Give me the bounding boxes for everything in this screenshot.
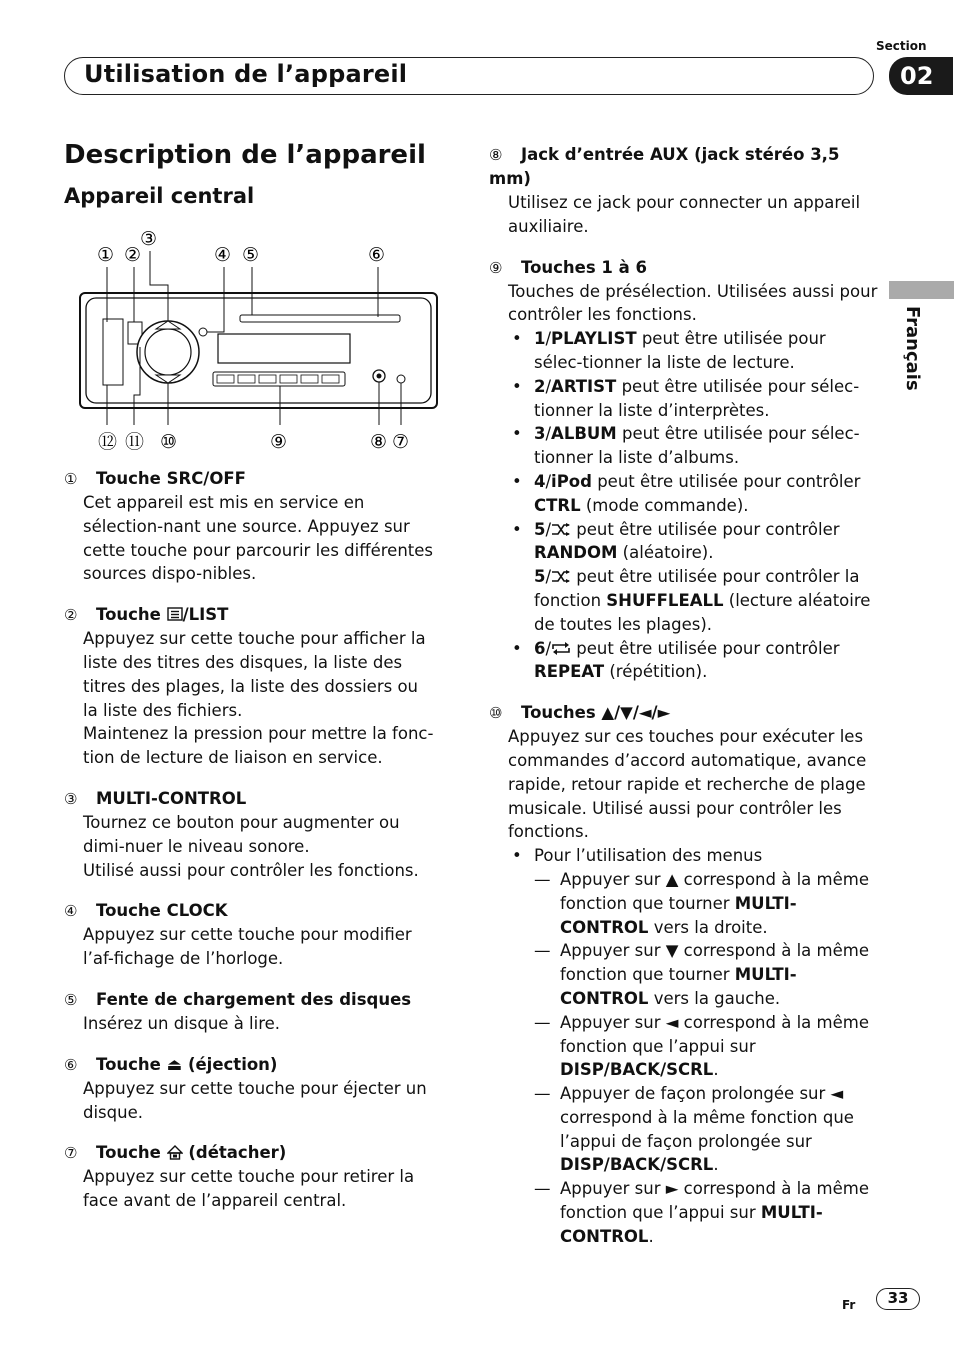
preset-2 bbox=[238, 375, 255, 383]
item-3: ③ MULTI-CONTROL Tournez ce bouton pour augmenter ou dimi-nuer le niveau sonore. Utilisé aussi pour contrôler les fonctions. bbox=[64, 788, 419, 880]
callout-1: ① bbox=[97, 244, 115, 266]
footer-language: Fr bbox=[842, 1298, 856, 1312]
item-2: ② Touche /LIST Appuyez sur cette touche pour afficher la liste des titres des disques, la liste des titres des plages, la liste des dossiers ou la liste des fichiers. Maintenez la pression pour mettre la fonc-tion de lecture de liaison en service. bbox=[64, 605, 434, 768]
list-item: — Appuyer sur ▲ correspond à la même fonction que tourner MULTI-CONTROL vers la droite. bbox=[534, 868, 879, 939]
item-number: ① bbox=[64, 470, 78, 488]
disc-slot bbox=[240, 315, 400, 322]
item-title: Touche SRC/OFF bbox=[96, 469, 246, 488]
detach-icon bbox=[167, 1145, 183, 1160]
callout-2: ② bbox=[124, 244, 142, 266]
head-unit-diagram bbox=[70, 225, 450, 457]
item-9: ⑨ Touches 1 à 6 Touches de présélection. Utilisées aussi pour contrôler les fonctions. • 1/PLAYLIST peut être utilisée pour sélec-tionner la liste de lecture. • 2/ARTIST peut être utilisée pour sélec-tionner la liste d’interprètes. • 3/ALBUM peut être utilisée pour sélec-tionner la liste d’albums. • 4/iPod peut être utilisée pour contrôler CTRL (mode commande). • 5/ peut être utilisée pour contrôler RANDOM (aléatoire). 5/ peut être utilisée pour contrôler la fonction SHUFFLEALL (lecture aléatoire de toutes les plages). • 6/ peut être utilisée pour contrôler REPEAT (répétition). bbox=[489, 256, 879, 685]
language-label: Français bbox=[902, 306, 923, 391]
callout-5: ⑤ bbox=[242, 244, 260, 266]
list-item: • 5/ peut être utilisée pour contrôler RANDOM (aléatoire). 5/ peut être utilisée pour contrôler la fonction SHUFFLEALL (lecture aléatoire de toutes les plages). bbox=[508, 518, 879, 637]
detach-button bbox=[397, 375, 405, 383]
callout-7: ⑦ bbox=[392, 431, 410, 453]
callout-12: ⑫ bbox=[98, 431, 118, 453]
item-6: ⑥ Touche ⏏ (éjection) Appuyez sur cette touche pour éjecter un disque. bbox=[64, 1054, 427, 1122]
preset-6 bbox=[322, 375, 339, 383]
preset-3 bbox=[259, 375, 276, 383]
left-column bbox=[103, 319, 123, 385]
callout-6: ⑥ bbox=[368, 244, 386, 266]
preset-list bbox=[508, 327, 879, 684]
list-item: — Appuyer de façon prolongée sur ◄ correspond à la même fonction que l’appui de façon prolongée sur DISP/BACK/SCRL. bbox=[534, 1082, 879, 1177]
callout-8: ⑧ bbox=[370, 431, 388, 453]
page-heading: Description de l’appareil bbox=[64, 140, 426, 170]
list-item: • 2/ARTIST peut être utilisée pour sélec-tionner la liste d’interprètes. bbox=[508, 375, 879, 423]
shuffle-icon bbox=[551, 523, 571, 536]
menu-usage-list bbox=[534, 868, 879, 1249]
subheading: Appareil central bbox=[64, 184, 255, 208]
preset-1 bbox=[217, 375, 234, 383]
left-column-text bbox=[64, 467, 434, 1230]
list-item: — Appuyer sur ◄ correspond à la même fonction que l’appui sur DISP/BACK/SCRL. bbox=[534, 1011, 879, 1082]
list-item: • 6/ peut être utilisée pour contrôler REPEAT (répétition). bbox=[508, 637, 879, 685]
section-number: 02 bbox=[889, 57, 953, 95]
list-item: — Appuyer sur ► correspond à la même fonction que l’appui sur MULTI-CONTROL. bbox=[534, 1177, 879, 1248]
right-column-text bbox=[489, 143, 879, 1266]
display bbox=[218, 334, 350, 363]
multi-control-inner bbox=[145, 329, 191, 375]
callout-4: ④ bbox=[214, 244, 232, 266]
list-item: • 4/iPod peut être utilisée pour contrôler CTRL (mode commande). bbox=[508, 470, 879, 518]
list-item: — Appuyer sur ▼ correspond à la même fonction que tourner MULTI-CONTROL vers la gauche. bbox=[534, 939, 879, 1010]
callout-3: ③ bbox=[140, 228, 158, 250]
header-title: Utilisation de l’appareil bbox=[84, 60, 408, 88]
language-tab bbox=[895, 306, 925, 396]
item-number: ② bbox=[64, 606, 78, 625]
repeat-icon bbox=[551, 642, 571, 655]
item-5: ⑤ Fente de chargement des disques Insérez un disque à lire. bbox=[64, 989, 412, 1033]
section-label: Section bbox=[876, 39, 927, 53]
shuffle-icon bbox=[551, 570, 571, 583]
item-body: Cet appareil est mis en service en sélection-nant une source. Appuyez sur cette touche pour parcourir les différentes sources dispo-nibles. bbox=[83, 493, 433, 584]
preset-4 bbox=[280, 375, 297, 383]
list-item: • Pour l’utilisation des menus — Appuyer sur ▲ correspond à la même fonction que tourner MULTI-CONTROL vers la droite. — Appuyer sur ▼ correspond à la même fonction que tourner MULTI-CONTROL vers la gauche. — Appuyer sur ◄ correspond à la même fonction que l’appui sur DISP/BACK/SCRL. — Appuyer de façon prolongée sur ◄ correspond à la même fonction que l’appui de façon prolongée sur DISP/BACK/SCRL. — Appuyer sur ► correspond à la même fonction que l’appui sur MULTI-CONTROL. bbox=[508, 844, 879, 1249]
clock-button bbox=[199, 328, 207, 336]
page-number: 33 bbox=[876, 1288, 920, 1310]
callout-9: ⑨ bbox=[270, 431, 288, 453]
preset-5 bbox=[301, 375, 318, 383]
item-10: ⑩ Touches ▲/▼/◄/► Appuyez sur ces touches pour exécuter les commandes d’accord automatique, avance rapide, retour rapide et recherche de plage musicale. Utilisé aussi pour contrôler les fonctions. • Pour l’utilisation des menus — Appuyer sur ▲ correspond à la même fonction que tourner MULTI-CONTROL vers la droite. — Appuyer sur ▼ correspond à la même fonction que tourner MULTI-CONTROL vers la gauche. — Appuyer sur ◄ correspond à la même fonction que l’appui sur DISP/BACK/SCRL. — Appuyer de façon prolongée sur ◄ correspond à la même fonction que l’appui de façon prolongée sur DISP/BACK/SCRL. — Appuyer sur ► correspond à la même fonction que l’appui sur MULTI-CONTROL. bbox=[489, 701, 879, 1249]
list-item: • 1/PLAYLIST peut être utilisée pour sélec-tionner la liste de lecture. bbox=[508, 327, 879, 375]
language-tab-bar bbox=[889, 281, 954, 299]
callout-11: ⑪ bbox=[125, 431, 145, 453]
item-7: ⑦ Touche (détacher) Appuyez sur cette touche pour retirer la face avant de l’appareil central. bbox=[64, 1143, 415, 1211]
aux-jack-hole bbox=[377, 374, 382, 379]
list-item: • 3/ALBUM peut être utilisée pour sélec-tionner la liste d’albums. bbox=[508, 422, 879, 470]
item-8: ⑧ Jack d’entrée AUX (jack stéréo 3,5 mm) Utilisez ce jack pour connecter un appareil auxiliaire. bbox=[489, 145, 861, 236]
item-1 bbox=[64, 467, 434, 586]
list-icon bbox=[167, 607, 183, 621]
callout-10: ⑩ bbox=[160, 431, 178, 453]
item-4: ④ Touche CLOCK Appuyez sur cette touche pour modifier l’af-fichage de l’horloge. bbox=[64, 901, 412, 969]
